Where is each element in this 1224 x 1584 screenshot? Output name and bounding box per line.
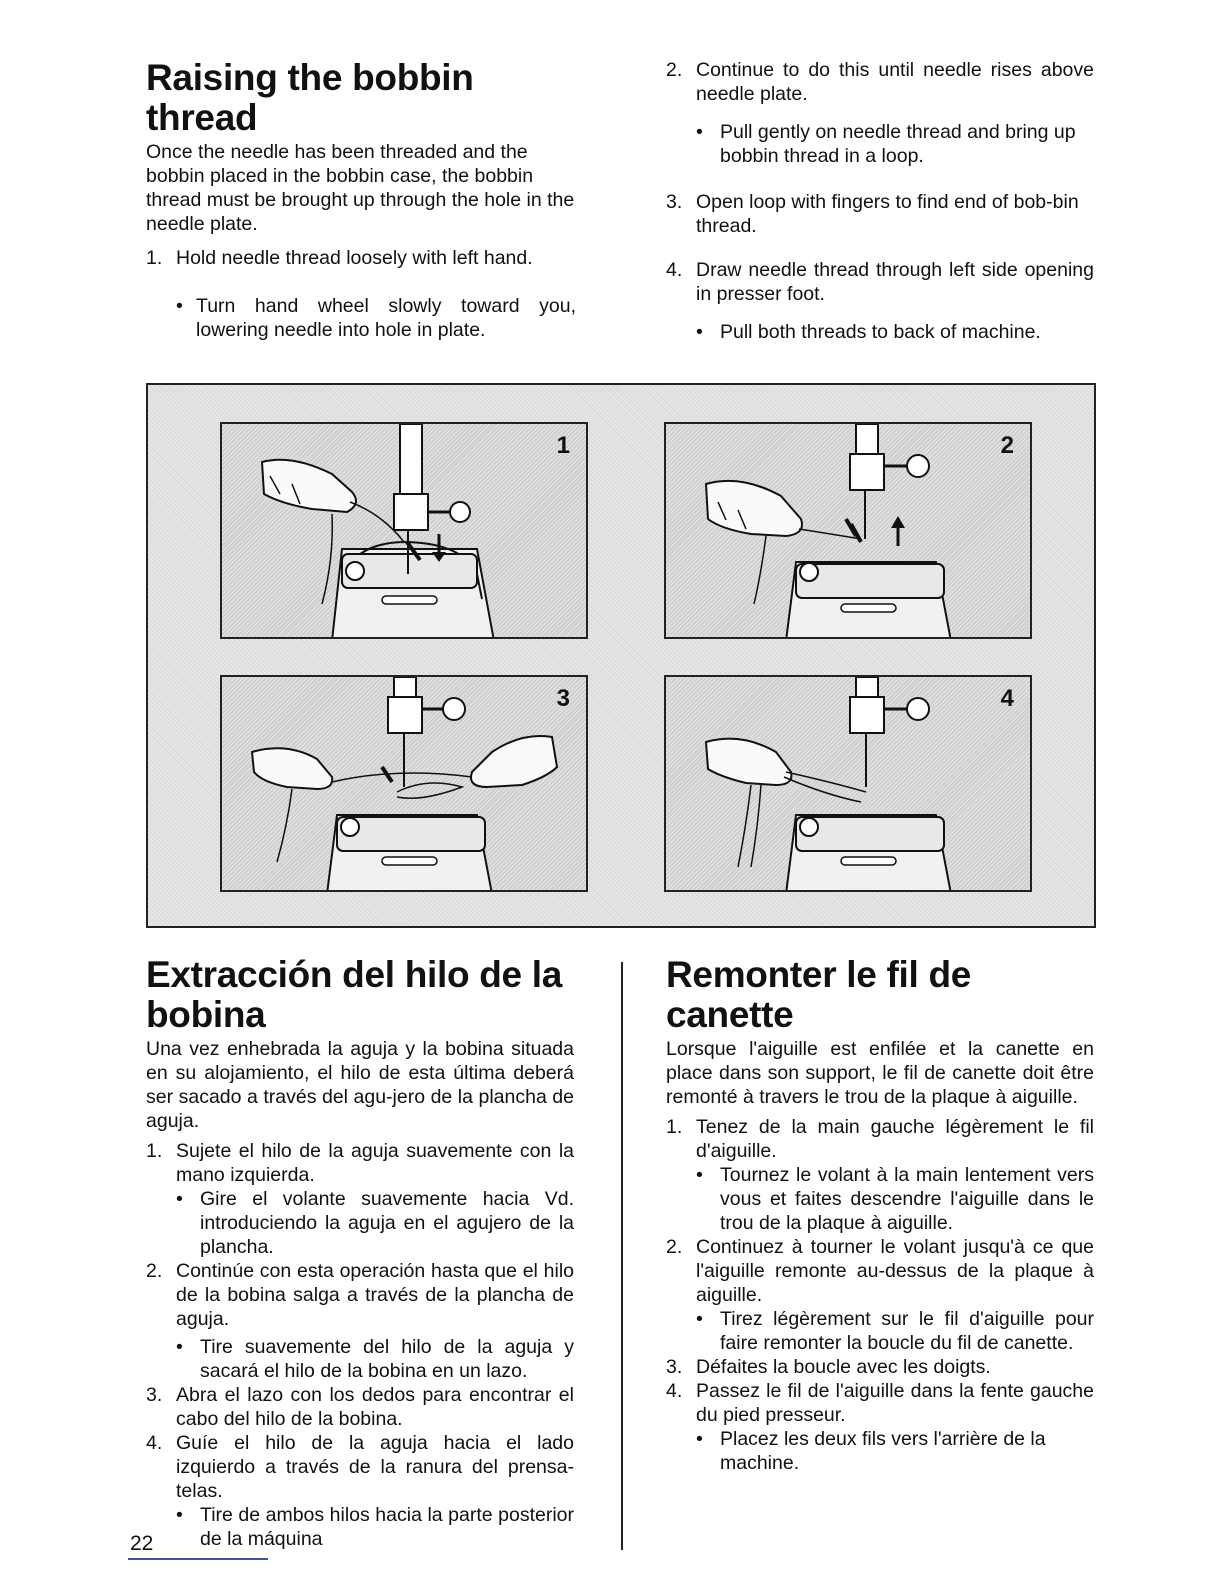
- english-right-column: [666, 58, 1094, 344]
- english-step-1-number: 1.: [146, 247, 163, 269]
- spanish-intro: Una vez enhebrada la aguja y la bobina situada en su alojamiento, el hilo de esta última deberá ser sacado a través del agu-jero de la plancha de aguja.: [146, 1038, 574, 1132]
- english-step-2: [666, 58, 1094, 106]
- spanish-bullet-1: • Gire el volante suavemente hacia Vd. introduciendo la aguja en el agujero de la plancha.: [146, 1187, 574, 1259]
- english-bullet-4: • Pull both threads to back of machine.: [666, 320, 1094, 344]
- spanish-step-2: [146, 1259, 574, 1331]
- page-number-rule: [128, 1558, 268, 1560]
- english-step-1: [146, 246, 576, 270]
- bobbin-thread-figure: [146, 383, 1096, 928]
- french-step-3-text: Défaites la boucle avec les doigts.: [696, 1356, 991, 1378]
- english-bullet-2: • Pull gently on needle thread and bring up bobbin thread in a loop.: [666, 120, 1094, 168]
- panel-1-label: 1: [556, 432, 570, 459]
- french-step-1-text: Tenez de la main gauche légèrement le fil d'aiguille.: [696, 1116, 1094, 1162]
- french-intro: Lorsque l'aiguille est enfilée et la canette en place dans son support, le fil de canette doit être remonté à travers le trou de la plaque à aiguille.: [666, 1038, 1094, 1108]
- french-step-3: [666, 1355, 1094, 1379]
- english-step-3-number: 3.: [666, 191, 683, 213]
- spanish-step-3-number: 3.: [146, 1384, 163, 1406]
- spanish-step-2-number: 2.: [146, 1260, 163, 1282]
- panel-4-label: 4: [1000, 685, 1014, 712]
- spanish-step-3: [146, 1383, 574, 1431]
- english-step-2-text: Continue to do this until needle rises above needle plate.: [696, 59, 1094, 105]
- french-step-3-number: 3.: [666, 1356, 683, 1378]
- french-column: [666, 955, 1094, 1475]
- figure-panel-2: [664, 422, 1032, 639]
- english-step-4-text: Draw needle thread through left side opening in presser foot.: [696, 259, 1094, 305]
- french-step-2-number: 2.: [666, 1236, 683, 1258]
- spanish-step-1: [146, 1139, 574, 1187]
- english-bullet-1: • Turn hand wheel slowly toward you, lowering needle into hole in plate.: [146, 294, 576, 342]
- english-step-2-number: 2.: [666, 59, 683, 81]
- figure-panel-3: [220, 675, 588, 892]
- french-bullet-1: • Tournez le volant à la main lentement vers vous et faites descendre l'aiguille dans le trou de la plaque à aiguille.: [666, 1163, 1094, 1235]
- panel-3-label: 3: [556, 685, 570, 712]
- spanish-bullet-4: • Tire de ambos hilos hacia la parte posterior de la máquina: [146, 1503, 574, 1551]
- french-title: Remonter le fil de canette: [666, 954, 972, 1035]
- english-step-3: [666, 190, 1094, 238]
- spanish-step-4-text: Guíe el hilo de la aguja hacia el lado izquierdo a través de la ranura del prensa-telas.: [176, 1432, 574, 1502]
- figure-panel-1: [220, 422, 588, 639]
- french-step-4-number: 4.: [666, 1380, 683, 1402]
- spanish-title: Extracción del hilo de la bobina: [146, 954, 563, 1035]
- english-title: Raising the bobbin thread: [146, 57, 474, 138]
- sewing-machine-illustration-2: [666, 424, 1032, 639]
- page-number: 22: [130, 1532, 154, 1555]
- spanish-step-1-number: 1.: [146, 1140, 163, 1162]
- figure-panel-4: [664, 675, 1032, 892]
- column-divider: [621, 962, 623, 1550]
- french-step-4: [666, 1379, 1094, 1427]
- spanish-step-4-number: 4.: [146, 1432, 163, 1454]
- french-step-1: [666, 1115, 1094, 1163]
- spanish-step-1-text: Sujete el hilo de la aguja suavemente con la mano izquierda.: [176, 1140, 574, 1186]
- french-bullet-4: • Placez les deux fils vers l'arrière de la machine.: [666, 1427, 1094, 1475]
- sewing-machine-illustration-3: [222, 677, 588, 892]
- english-intro: Once the needle has been threaded and the bobbin placed in the bobbin case, the bobbin thread must be brought up through the hole in the needle plate.: [146, 141, 575, 235]
- sewing-machine-illustration-4: [666, 677, 1032, 892]
- spanish-bullet-2: • Tire suavemente del hilo de la aguja y sacará el hilo de la bobina en un lazo.: [146, 1335, 574, 1383]
- english-step-4: [666, 258, 1094, 306]
- french-step-2-text: Continuez à tourner le volant jusqu'à ce que l'aiguille remonte au-dessus de la plaque à aiguille.: [696, 1236, 1094, 1306]
- french-step-4-text: Passez le fil de l'aiguille dans la fente gauche du pied presseur.: [696, 1380, 1094, 1426]
- english-left-column: [146, 58, 576, 342]
- english-step-4-number: 4.: [666, 259, 683, 281]
- spanish-step-2-text: Continúe con esta operación hasta que el hilo de la bobina salga a través de la plancha de aguja.: [176, 1260, 574, 1330]
- spanish-column: [146, 955, 574, 1551]
- french-step-1-number: 1.: [666, 1116, 683, 1138]
- french-step-2: [666, 1235, 1094, 1307]
- spanish-step-3-text: Abra el lazo con los dedos para encontrar el cabo del hilo de la bobina.: [176, 1384, 574, 1430]
- english-step-3-text: Open loop with fingers to find end of bob-bin thread.: [696, 191, 1079, 237]
- sewing-machine-illustration-1: [222, 424, 588, 639]
- english-step-1-text: Hold needle thread loosely with left hand.: [176, 247, 533, 269]
- spanish-step-4: [146, 1431, 574, 1503]
- panel-2-label: 2: [1000, 432, 1014, 459]
- french-bullet-2: • Tirez légèrement sur le fil d'aiguille pour faire remonter la boucle du fil de canette.: [666, 1307, 1094, 1355]
